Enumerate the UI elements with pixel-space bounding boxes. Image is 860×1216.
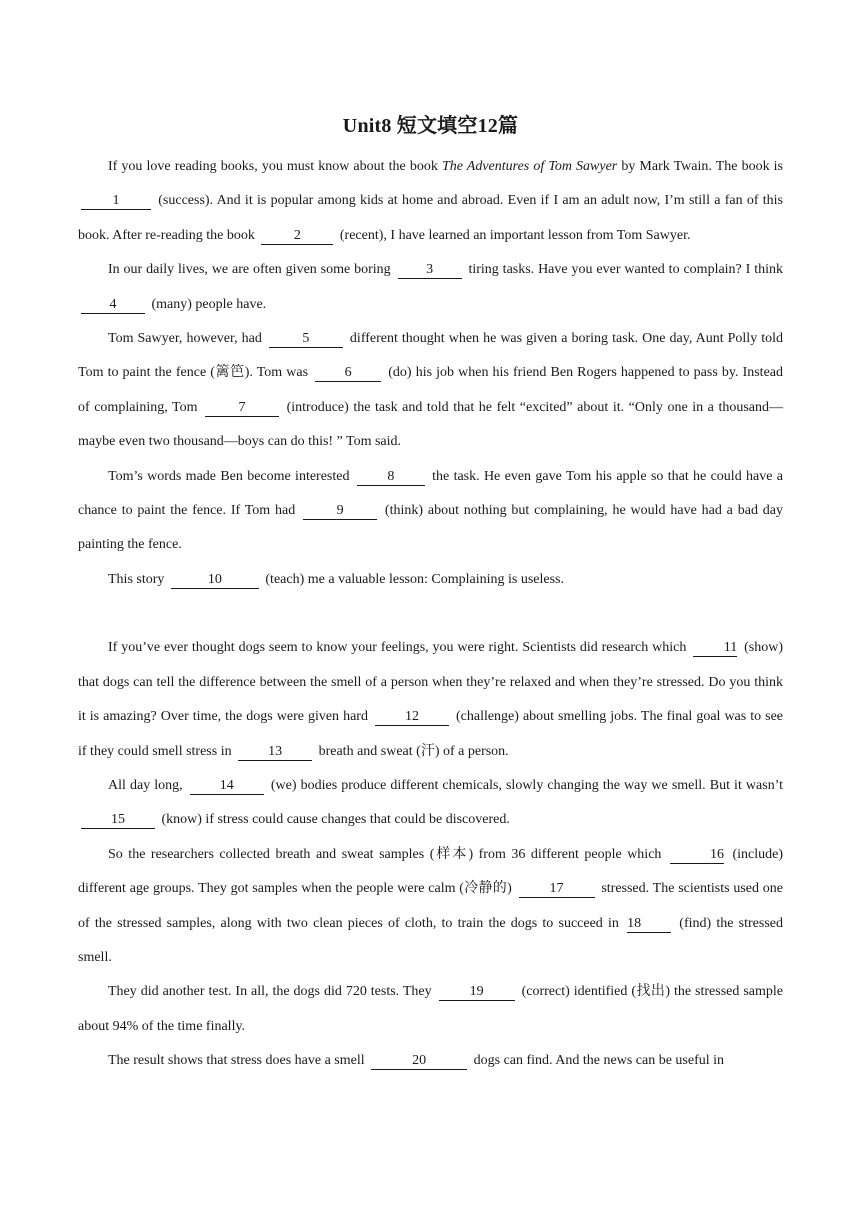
- text: If you love reading books, you must know about the book: [108, 159, 442, 174]
- text: breath and sweat (汗) of a person.: [315, 743, 509, 759]
- passage2-paragraph-2: [78, 769, 783, 838]
- answer-blank-7[interactable]: 7: [205, 400, 279, 417]
- answer-blank-12[interactable]: 12: [375, 709, 449, 726]
- answer-blank-10[interactable]: 10: [171, 572, 259, 589]
- text: (we) bodies produce different chemicals, slowly changing the way we smell. But it wasn’t: [266, 777, 783, 793]
- text: (challenge) about smelling jobs. The final goal was to see if they could smell stress in: [78, 709, 784, 759]
- text: tiring tasks. Have you ever wanted to complain? I think: [464, 262, 783, 278]
- text: (find) the stressed smell.: [78, 915, 783, 965]
- passage2-paragraph-3: [78, 838, 783, 976]
- text: The result shows that stress does have a smell: [108, 1053, 369, 1069]
- passage2-paragraph-5: [78, 1044, 783, 1078]
- answer-blank-6[interactable]: 6: [315, 365, 381, 382]
- book-title: The Adventures of Tom Sawyer: [441, 159, 618, 174]
- text: So the researchers collected breath and sweat samples (样本) from 36 different people which: [108, 846, 667, 862]
- text: All day long,: [108, 777, 187, 793]
- passage1-paragraph-2: [78, 253, 783, 322]
- answer-blank-19[interactable]: 19: [439, 984, 515, 1001]
- page-title: Unit8 短文填空12篇: [342, 115, 519, 137]
- answer-blank-3[interactable]: 3: [398, 262, 462, 279]
- text: This story: [108, 571, 168, 587]
- answer-blank-17[interactable]: 17: [519, 881, 595, 898]
- text: Tom’s words made Ben become interested: [108, 468, 354, 484]
- passage2-paragraph-4: [78, 975, 783, 1044]
- answer-blank-5[interactable]: 5: [269, 331, 343, 348]
- text: (introduce) the task and told that he felt “excited” about it. “Only one in a thousand—maybe even two thousand—boys can do this! ” Tom said.: [78, 399, 783, 450]
- text: (recent), I have learned an important lesson from Tom Sawyer.: [336, 227, 691, 243]
- text: In our daily lives, we are often given some boring: [108, 262, 395, 278]
- passage1-paragraph-5: [78, 563, 783, 597]
- answer-blank-14[interactable]: 14: [190, 778, 264, 795]
- text: Tom Sawyer, however, had: [108, 331, 266, 347]
- answer-blank-16[interactable]: 16: [670, 847, 724, 864]
- answer-blank-1[interactable]: 1: [81, 193, 151, 210]
- answer-blank-9[interactable]: 9: [303, 503, 377, 520]
- text: dogs can find. And the news can be useful in: [470, 1053, 725, 1069]
- text: different thought when he was given a boring task. One day, Aunt Polly told Tom to paint the fence (篱笆). Tom was: [78, 331, 784, 381]
- text: (teach) me a valuable lesson: Complaining is useless.: [261, 571, 564, 587]
- answer-blank-20[interactable]: 20: [371, 1053, 467, 1070]
- answer-blank-18[interactable]: 18: [627, 916, 671, 933]
- text: (include) different age groups. They got samples when the people were calm (冷静的): [78, 846, 783, 897]
- text: by Mark Twain. The book is: [617, 159, 784, 174]
- text: (think) about nothing but complaining, he would have had a bad day painting the fence.: [78, 503, 783, 553]
- answer-blank-11[interactable]: 11: [693, 640, 737, 657]
- passage1-paragraph-3: [78, 322, 783, 460]
- answer-blank-8[interactable]: 8: [357, 469, 425, 486]
- passage1-paragraph-4: [78, 460, 783, 563]
- text: (correct) identified (找出) the stressed sample about 94% of the time finally.: [78, 984, 783, 1034]
- answer-blank-15[interactable]: 15: [81, 812, 155, 829]
- text: (many) people have.: [148, 296, 267, 312]
- text: stressed. The scientists used one of the stressed samples, along with two clean pieces of cloth, to train the dogs to succeed in: [78, 881, 784, 931]
- text: If you’ve ever thought dogs seem to know your feelings, you were right. Scientists did research which: [108, 640, 691, 656]
- passage-separator: [78, 597, 783, 631]
- answer-blank-4[interactable]: 4: [81, 297, 145, 314]
- text: (do) his job when his friend Ben Rogers happened to pass by. Instead of complaining, Tom: [78, 365, 783, 415]
- text: They did another test. In all, the dogs did 720 tests. They: [108, 984, 436, 1000]
- text: (know) if stress could cause changes that could be discovered.: [158, 812, 510, 828]
- text: the task. He even gave Tom his apple so that he could have a chance to paint the fence. If Tom had: [78, 468, 783, 519]
- passage2-paragraph-1: [78, 631, 783, 769]
- passage1-paragraph-1: [78, 150, 783, 253]
- document-page: [78, 112, 783, 1079]
- answer-blank-13[interactable]: 13: [238, 744, 312, 761]
- text: (success). And it is popular among kids at home and abroad. Even if I am an adult now, I’m still a fan of this book. After re-reading the book: [78, 193, 783, 243]
- answer-blank-2[interactable]: 2: [261, 228, 333, 245]
- text: (show) that dogs can tell the difference between the smell of a person when they’re relaxed and when they’re stressed. Do you think it is amazing? Over time, the dogs were given hard: [78, 640, 783, 725]
